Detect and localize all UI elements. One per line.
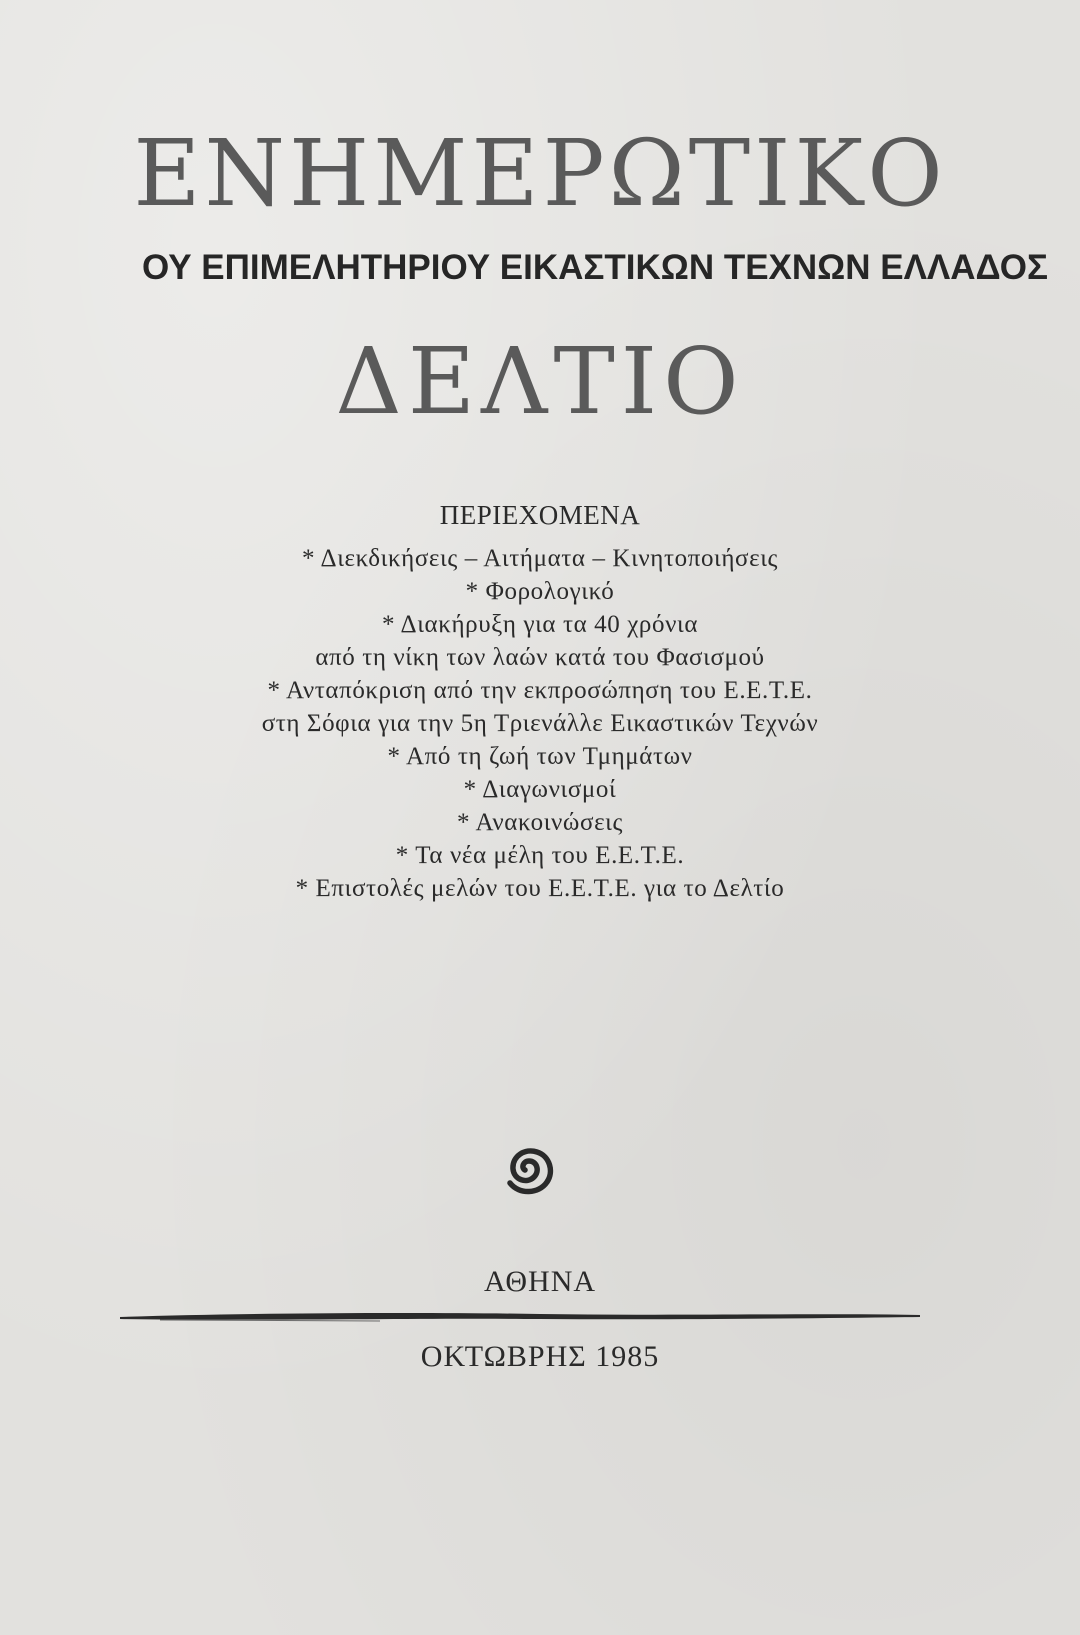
publication-date: ΟΚΤΩΒΡΗΣ 1985 [420, 1340, 660, 1373]
spiral-logo-icon [488, 1128, 568, 1208]
publication-name: ΔΕΛΤΙΟ [335, 328, 745, 435]
masthead-title: ΕΝΗΜΕΡΩΤΙΚΟ [133, 120, 947, 227]
contents-line: * Διεκδικήσεις – Αιτήματα – Κινητοποιήσεις [301, 545, 779, 572]
contents-line: * Από τη ζωή των Τμημάτων [387, 743, 693, 770]
contents-heading: ΠΕΡΙΕΧΟΜΕΝΑ [439, 500, 641, 530]
contents-line: * Επιστολές μελών του Ε.Ε.Τ.Ε. για το Δελτίο [295, 875, 785, 902]
contents-line: * Διαγωνισμοί [463, 776, 617, 803]
contents-line: στη Σόφια για την 5η Τριενάλλε Εικαστικών Τεχνών [261, 710, 819, 737]
contents-line: από τη νίκη των λαών κατά του Φασισμού [315, 644, 765, 671]
contents-line: * Φορολογικό [465, 578, 615, 605]
publication-city: ΑΘΗΝΑ [483, 1265, 597, 1298]
contents-line: * Ανταπόκριση από την εκπροσώπηση του Ε.Ε.Τ.Ε. [267, 677, 813, 704]
contents-line: * Ανακοινώσεις [456, 809, 623, 836]
contents-list [0, 542, 1080, 905]
contents-line: * Διακήρυξη για τα 40 χρόνια [381, 611, 699, 638]
contents-line: * Τα νέα μέλη του Ε.Ε.Τ.Ε. [395, 842, 685, 869]
horizontal-rule [120, 1310, 920, 1324]
masthead-subtitle: ΟΥ ΕΠΙΜΕΛΗΤΗΡΙΟΥ ΕΙΚΑΣΤΙΚΩΝ ΤΕΧΝΩΝ ΕΛΛΑΔΟΣ [141, 248, 1048, 287]
